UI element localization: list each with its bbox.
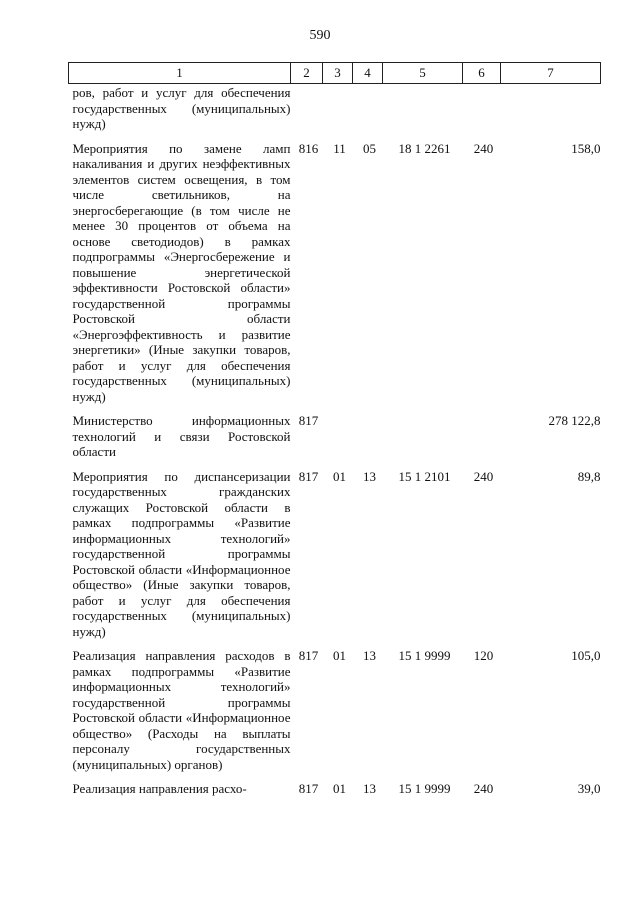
row-section: 01 — [333, 648, 346, 663]
row-amount: 39,0 — [577, 781, 601, 796]
table-row — [69, 639, 601, 772]
row-expense-type — [463, 84, 501, 132]
row-section — [323, 404, 353, 460]
row-section: 11 — [333, 140, 346, 156]
column-header: 5 — [383, 63, 463, 84]
row-ministry-code: 817 — [298, 648, 319, 663]
row-expense-type — [463, 404, 501, 460]
row-target-code: 15 1 9999 — [398, 781, 451, 796]
column-header: 6 — [463, 63, 501, 84]
table-row — [69, 404, 601, 460]
row-description: Реализация направления расходов в рамках подпрограммы «Развитие информационных технологий» государственной программы Ростовской области «Информационное общество» (Расходы на выплаты персоналу государственных (муниципальных) органов) — [72, 648, 291, 772]
row-target-code: 15 1 9999 — [398, 648, 451, 663]
row-expense-type: 120 — [473, 648, 494, 663]
row-expense-type: 240 — [473, 781, 494, 796]
row-subsection — [353, 404, 383, 460]
row-target-code: 18 1 2261 — [398, 140, 451, 156]
column-header: 1 — [69, 63, 291, 84]
row-target-code — [383, 84, 463, 132]
row-expense-type: 240 — [473, 140, 494, 156]
budget-table — [68, 62, 601, 797]
table-row — [69, 132, 601, 405]
table-row — [69, 84, 601, 132]
table-header-row — [69, 63, 601, 84]
row-amount — [501, 84, 601, 132]
row-subsection: 13 — [363, 468, 376, 484]
row-amount: 105,0 — [571, 648, 601, 663]
row-ministry-code — [291, 84, 323, 132]
row-ministry-code: 817 — [298, 781, 319, 796]
row-ministry-code: 816 — [298, 140, 319, 156]
row-section: 01 — [333, 781, 346, 796]
row-subsection: 05 — [363, 140, 376, 156]
row-amount: 158,0 — [571, 140, 601, 156]
table-row — [69, 772, 601, 797]
row-description: ров, работ и услуг для обеспечения государственных (муниципальных) нужд) — [72, 85, 291, 131]
column-header: 4 — [353, 63, 383, 84]
row-target-code: 15 1 2101 — [398, 468, 451, 484]
row-description: Мероприятия по замене ламп накаливания и других неэффективных элементов систем освещения, в том числе светильников, на энергосберегающие (в том числе не менее 30 процентов от объема на основе светодиодов) в рамках подпрограммы «Энергосбережение и повышение энергетической эффективности Ростовской области» государственной программы Ростовской области «Энергоэффективность и развитие энергетики» (Иные закупки товаров, работ и услуг для обеспечения государственных (муниципальных) нужд) — [72, 140, 291, 404]
page-number: 590 — [309, 28, 331, 43]
row-description: Реализация направления расхо- — [72, 781, 247, 796]
row-ministry-code: 817 — [298, 468, 319, 484]
row-target-code — [383, 404, 463, 460]
row-section — [323, 84, 353, 132]
row-subsection: 13 — [363, 781, 376, 796]
row-description: Мероприятия по диспансеризации государственных гражданских служащих Ростовской области в рамках подпрограммы «Развитие информационных технологий» государственной программы Ростовской области «Информационное общество» (Иные закупки товаров, работ и услуг для обеспечения государственных (муниципальных) нужд) — [72, 468, 291, 639]
table-row — [69, 460, 601, 640]
row-amount: 89,8 — [577, 468, 601, 484]
row-ministry-code: 817 — [298, 413, 319, 428]
row-amount: 278 122,8 — [548, 413, 601, 428]
row-section: 01 — [333, 468, 346, 484]
row-description: Министерство информационных технологий и связи Ростовской области — [72, 413, 291, 459]
column-header: 3 — [323, 63, 353, 84]
column-header: 2 — [291, 63, 323, 84]
row-subsection: 13 — [363, 648, 376, 663]
row-expense-type: 240 — [473, 468, 494, 484]
row-subsection — [353, 84, 383, 132]
column-header: 7 — [501, 63, 601, 84]
